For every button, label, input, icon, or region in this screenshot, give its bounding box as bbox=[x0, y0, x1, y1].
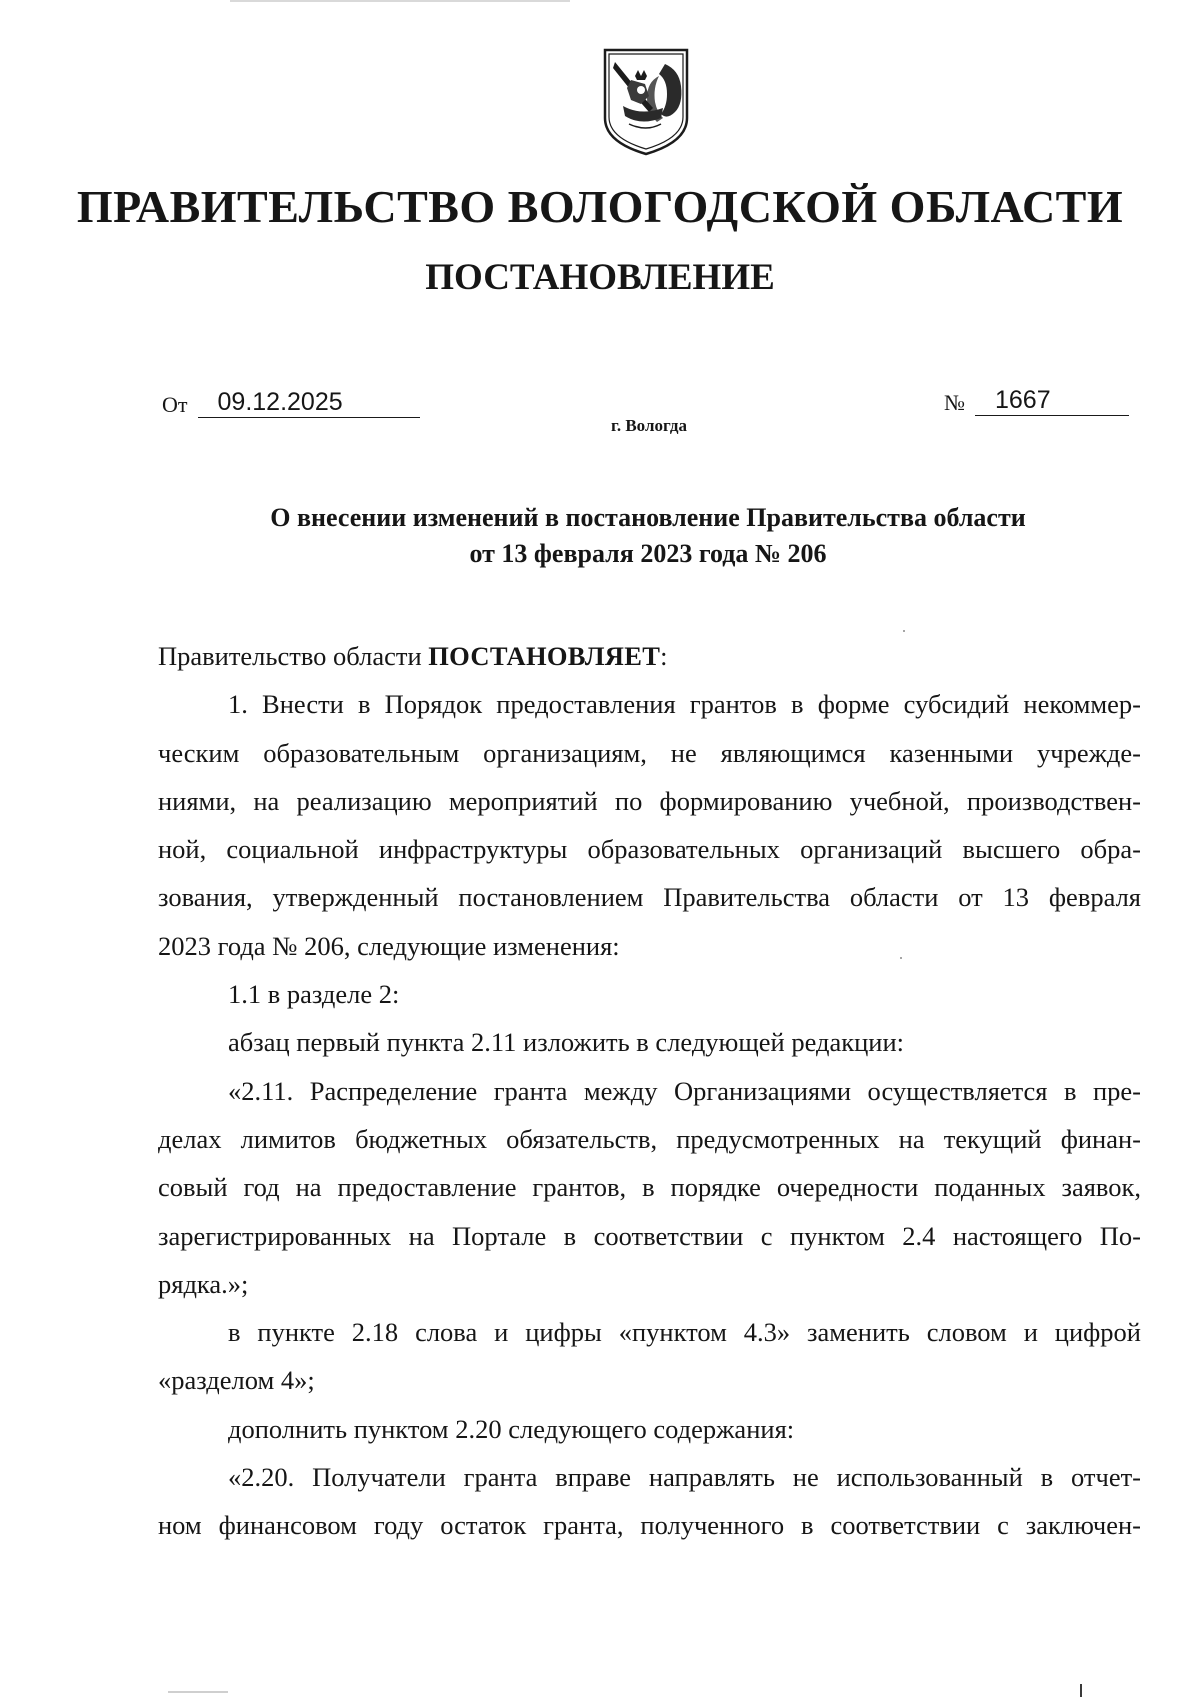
body-line: рядка.»; bbox=[158, 1268, 249, 1299]
body-line: «разделом 4»; bbox=[158, 1365, 315, 1396]
vologda-coat-of-arms-icon bbox=[601, 46, 691, 158]
preamble-text: Правительство области bbox=[158, 641, 422, 671]
body-line: «2.11. Распределение гранта между Организациями осуществляется в пре- bbox=[228, 1075, 1141, 1106]
scan-speck bbox=[900, 957, 902, 959]
body-line: зарегистрированных на Портале в соответствии с пунктом 2.4 настоящего По- bbox=[158, 1220, 1141, 1251]
document-body bbox=[158, 632, 1141, 1550]
organization-title: ПРАВИТЕЛЬСТВО ВОЛОГОДСКОЙ ОБЛАСТИ bbox=[76, 181, 1124, 232]
body-line: ческим образовательным организациям, не являющимся казенными учрежде- bbox=[158, 737, 1141, 768]
body-line: в пункте 2.18 слова и цифры «пунктом 4.3» заменить словом и цифрой bbox=[228, 1317, 1141, 1348]
date-prefix: От bbox=[162, 392, 188, 417]
body-line: ном финансовом году остаток гранта, полученного в соответствии с заключен- bbox=[158, 1510, 1141, 1541]
scan-edge-mark bbox=[168, 1691, 228, 1693]
body-line: совый год на предоставление грантов, в порядке очередности поданных заявок, bbox=[158, 1172, 1141, 1203]
subject-line-1: О внесении изменений в постановление Правительства области bbox=[270, 503, 1026, 532]
body-line: абзац первый пункта 2.11 изложить в следующей редакции: bbox=[228, 1027, 905, 1058]
body-line: 1. Внести в Порядок предоставления грантов в форме субсидий некоммер- bbox=[228, 689, 1141, 720]
body-line: ной, социальной инфраструктуры образовательных организаций высшего обра- bbox=[158, 834, 1141, 865]
scan-speck bbox=[903, 630, 905, 632]
document-type-title: ПОСТАНОВЛЕНИЕ bbox=[425, 257, 775, 298]
body-line: зования, утвержденный постановлением Правительства области от 13 февраля bbox=[158, 882, 1141, 913]
preamble bbox=[158, 632, 1141, 680]
preamble-colon: : bbox=[660, 641, 668, 671]
scan-edge-mark bbox=[230, 0, 570, 2]
body-line: «2.20. Получатели гранта вправе направлять не использованный в отчет- bbox=[228, 1462, 1141, 1493]
body-line: делах лимитов бюджетных обязательств, предусмотренных на текущий финан- bbox=[158, 1123, 1141, 1154]
subject-line-2: от 13 февраля 2023 года № 206 bbox=[469, 539, 827, 568]
number-prefix: № bbox=[944, 390, 965, 415]
body-line: ниями, на реализацию мероприятий по формированию учебной, производствен- bbox=[158, 785, 1141, 816]
document-subject bbox=[0, 500, 1200, 572]
date-value: 09.12.2025 bbox=[198, 387, 420, 418]
date-field bbox=[162, 382, 420, 418]
body-line: дополнить пунктом 2.20 следующего содержания: bbox=[228, 1413, 795, 1444]
body-line: 1.1 в разделе 2: bbox=[228, 979, 400, 1010]
number-field bbox=[944, 380, 1129, 416]
city-label: г. Вологда bbox=[611, 416, 687, 435]
scan-edge-mark bbox=[1080, 1684, 1082, 1697]
preamble-keyword: ПОСТАНОВЛЯЕТ bbox=[428, 641, 661, 671]
body-line: 2023 года № 206, следующие изменения: bbox=[158, 930, 620, 961]
number-value: 1667 bbox=[975, 385, 1129, 416]
